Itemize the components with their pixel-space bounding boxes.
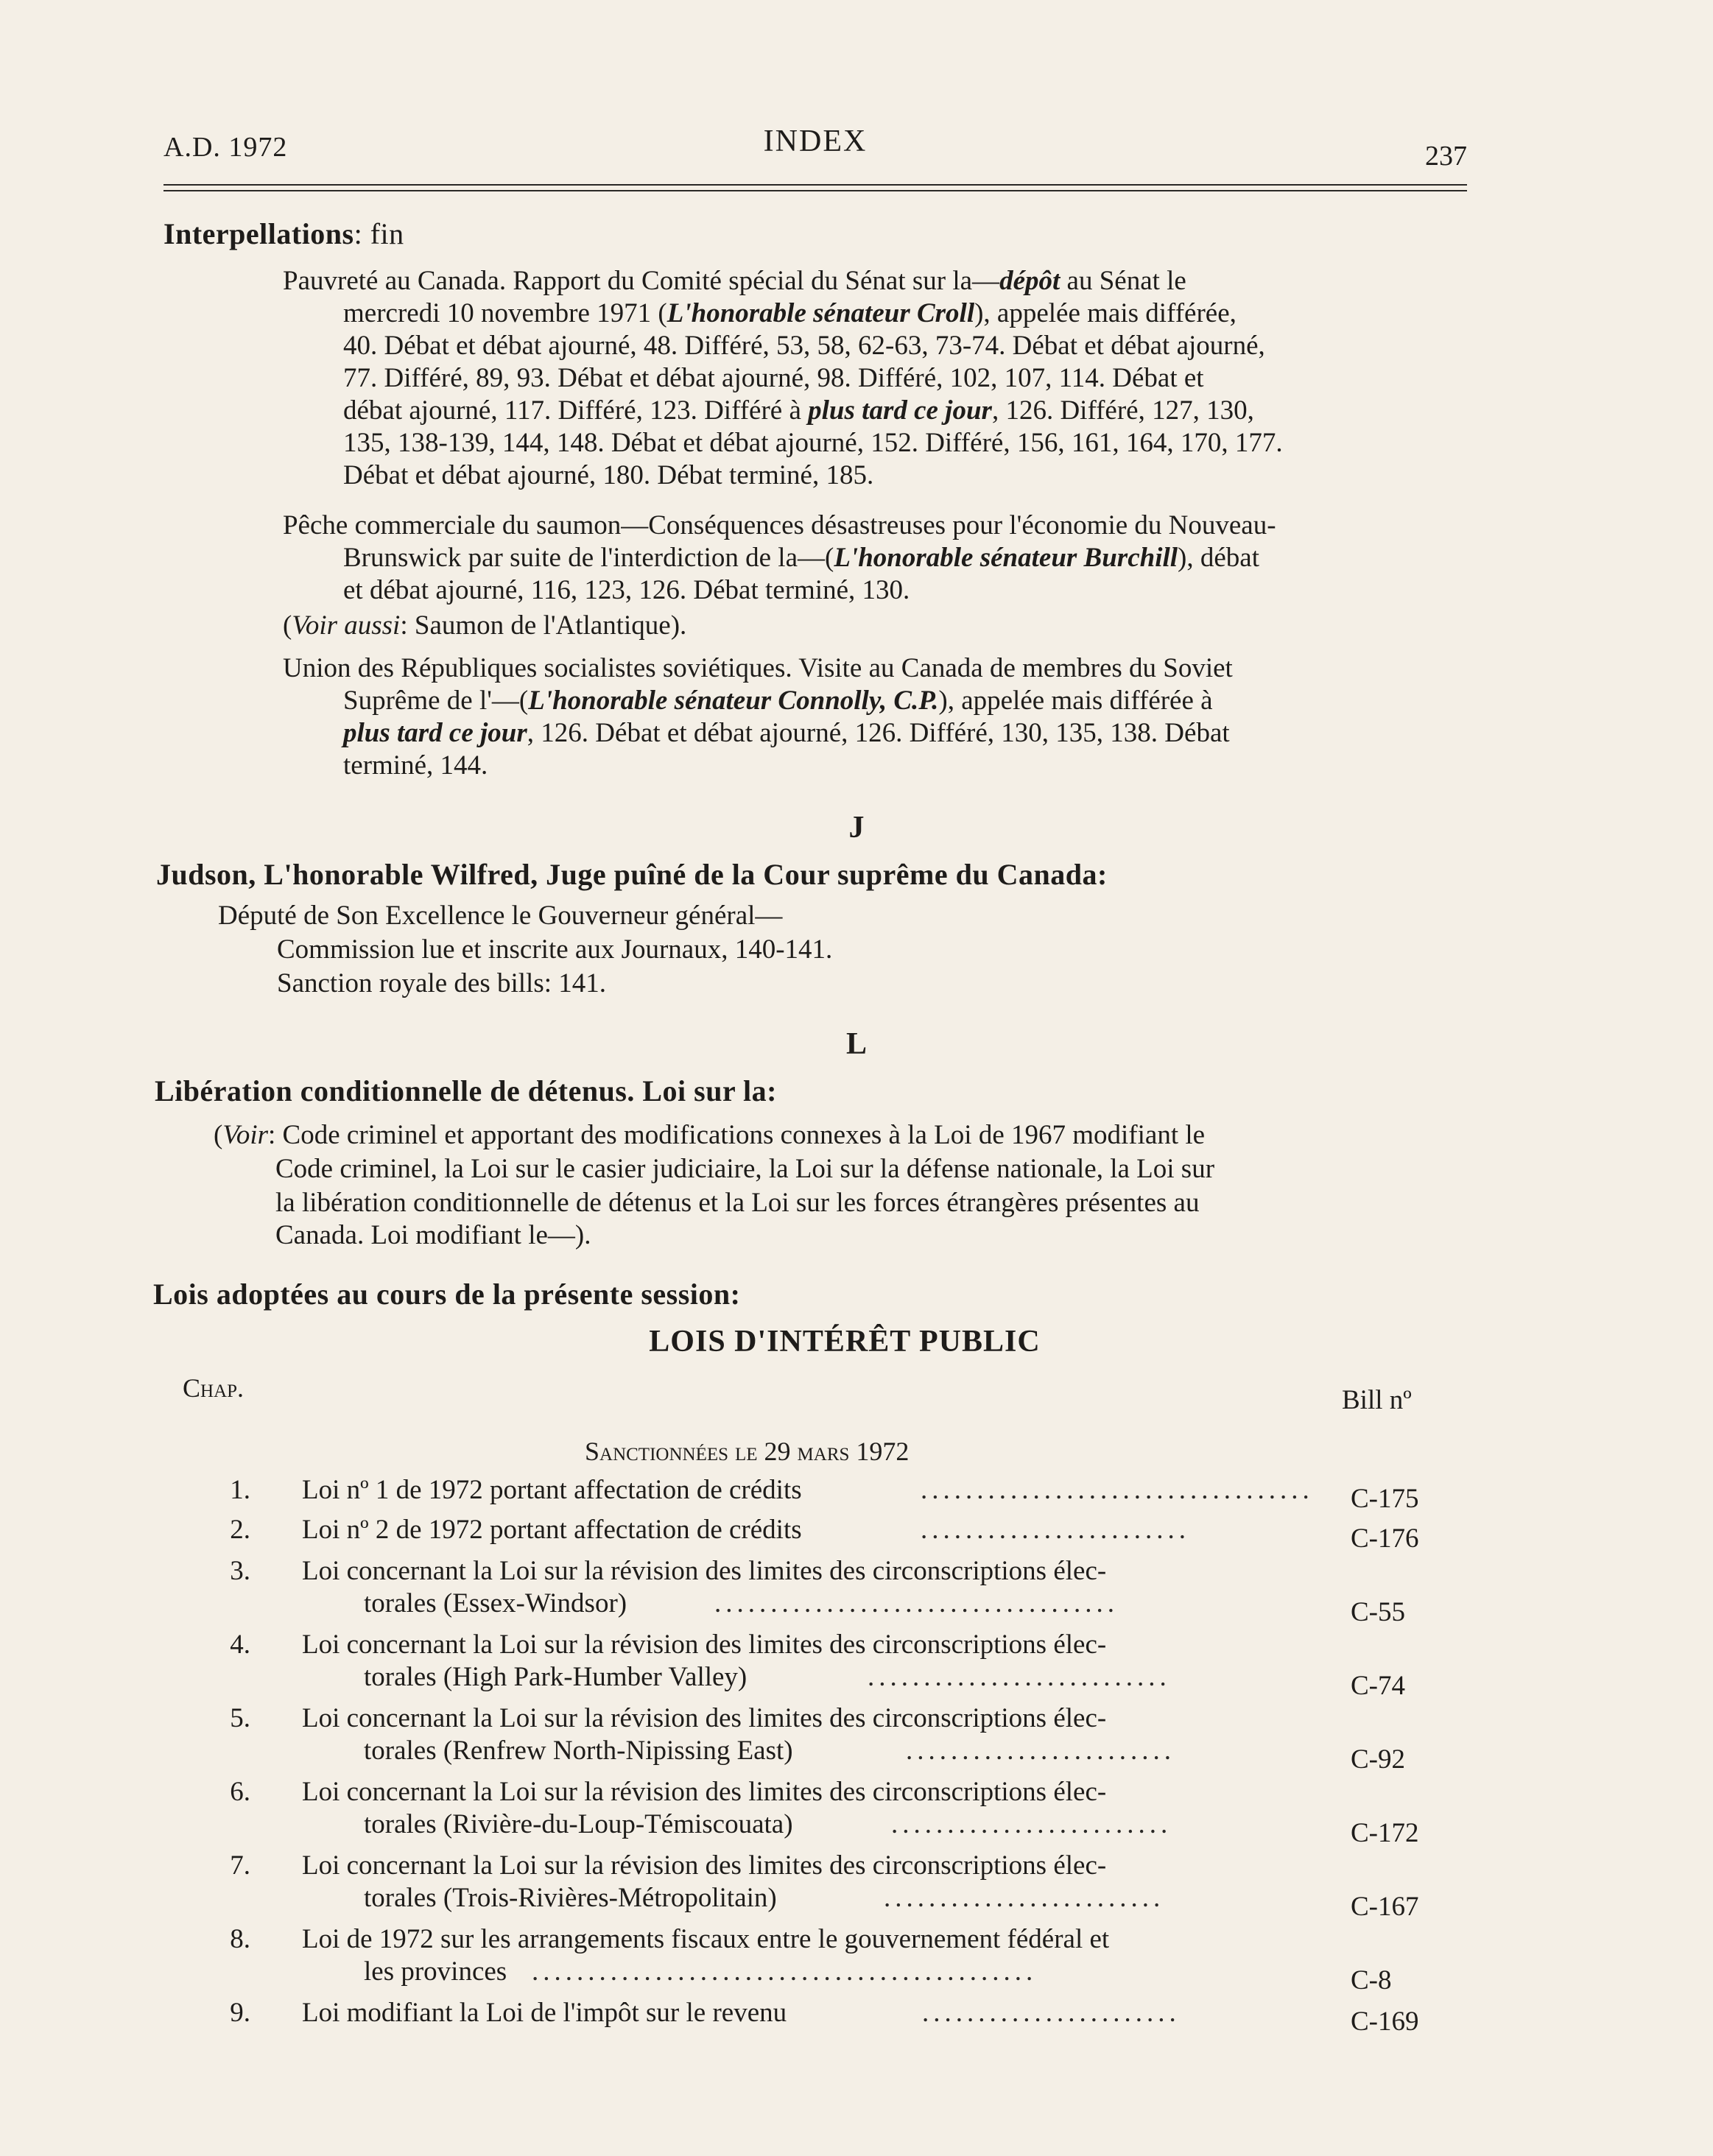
law-chapter: 1. [230, 1475, 250, 1505]
bill-column-label: Bill nº [1342, 1385, 1412, 1415]
union-line-2: Suprême de l'—(L'honorable sénateur Connolly, C.P.), appelée mais différée à [343, 686, 1213, 716]
law-title: Loi nº 2 de 1972 portant affectation de crédits [302, 1515, 802, 1545]
dot-leader: ................................... [921, 1475, 1314, 1505]
law-title-line-2: torales (Essex-Windsor) [364, 1588, 627, 1618]
dot-leader: ........................ [906, 1736, 1175, 1766]
judson-line-2: Commission lue et inscrite aux Journaux, 140-141. [277, 934, 833, 965]
law-title-line-1: Loi de 1972 sur les arrangements fiscaux entre le gouvernement fédéral et [302, 1924, 1110, 1954]
header-title: INDEX [763, 124, 868, 158]
law-chapter: 4. [230, 1630, 250, 1660]
dot-leader: ............................................. [532, 1956, 1038, 1987]
dot-leader: ........................... [868, 1662, 1171, 1692]
law-chapter: 6. [230, 1777, 250, 1807]
sanction-date-label: Sanctionnées le 29 mars 1972 [585, 1437, 910, 1466]
page-number: 237 [1425, 141, 1467, 172]
pauvrete-line-3: 40. Débat et débat ajourné, 48. Différé, 53, 58, 62-63, 73-74. Débat et débat ajourné, [343, 331, 1265, 361]
law-chapter: 5. [230, 1703, 250, 1733]
union-line-1: Union des Républiques socialistes soviétiques. Visite au Canada de membres du Soviet [283, 653, 1233, 683]
law-title-line-2: torales (Trois-Rivières-Métropolitain) [364, 1883, 777, 1913]
pauvrete-line-6: 135, 138-139, 144, 148. Débat et débat ajourné, 152. Différé, 156, 161, 164, 170, 177. [343, 428, 1283, 458]
running-header [163, 124, 1467, 175]
pauvrete-line-2: mercredi 10 novembre 1971 (L'honorable sénateur Croll), appelée mais différée, [343, 298, 1237, 328]
interpellations-heading: Interpellations: fin [163, 217, 404, 250]
liberation-line-3: la libération conditionnelle de détenus et la Loi sur les forces étrangères présentes au [275, 1188, 1200, 1218]
law-bill-number: C-169 [1351, 2007, 1419, 2037]
law-chapter: 3. [230, 1556, 250, 1586]
section-letter-j: J [848, 811, 865, 845]
header-year: A.D. 1972 [163, 132, 288, 163]
liberation-line-2: Code criminel, la Loi sur le casier judiciaire, la Loi sur la défense nationale, la Loi sur [275, 1154, 1215, 1184]
law-chapter: 2. [230, 1515, 250, 1545]
pauvrete-line-7: Débat et débat ajourné, 180. Débat terminé, 185. [343, 460, 874, 490]
law-title: Loi nº 1 de 1972 portant affectation de crédits [302, 1475, 802, 1505]
law-title-line-2: torales (Rivière-du-Loup-Témiscouata) [364, 1809, 793, 1839]
header-rule-top [163, 184, 1467, 186]
pauvrete-line-5: débat ajourné, 117. Différé, 123. Différé à plus tard ce jour, 126. Différé, 127, 130, [343, 395, 1254, 426]
law-bill-number: C-176 [1351, 1523, 1419, 1554]
dot-leader: .................................... [714, 1588, 1119, 1618]
judson-line-1: Député de Son Excellence le Gouverneur général— [218, 901, 783, 931]
section-letter-l: L [845, 1027, 867, 1061]
law-chapter: 8. [230, 1924, 250, 1954]
law-bill-number: C-175 [1351, 1484, 1419, 1514]
pauvrete-line-1: Pauvreté au Canada. Rapport du Comité spécial du Sénat sur la—dépôt au Sénat le [283, 266, 1186, 296]
law-bill-number: C-55 [1351, 1597, 1405, 1627]
law-bill-number: C-167 [1351, 1892, 1419, 1922]
law-title-line-2: torales (Renfrew North-Nipissing East) [364, 1736, 793, 1766]
law-title-line-1: Loi concernant la Loi sur la révision des limites des circonscriptions élec- [302, 1850, 1107, 1881]
liberation-heading: Libération conditionnelle de détenus. Loi sur la: [155, 1074, 777, 1107]
law-title-line-1: Loi concernant la Loi sur la révision des limites des circonscriptions élec- [302, 1556, 1107, 1586]
header-rule-bottom [163, 190, 1467, 191]
dot-leader: ......................... [891, 1809, 1172, 1839]
liberation-line-4: Canada. Loi modifiant le—). [275, 1220, 591, 1250]
union-line-3: plus tard ce jour, 126. Débat et débat ajourné, 126. Différé, 130, 135, 138. Débat [343, 718, 1230, 748]
law-title-line-1: Loi concernant la Loi sur la révision des limites des circonscriptions élec- [302, 1703, 1107, 1733]
liberation-line-1: (Voir: Code criminel et apportant des modifications connexes à la Loi de 1967 modifiant le [214, 1120, 1206, 1150]
law-title: Loi modifiant la Loi de l'impôt sur le revenu [302, 1998, 787, 2028]
dot-leader: ........................ [921, 1515, 1190, 1545]
law-title-line-2: les provinces [364, 1956, 507, 1987]
lois-heading: Lois adoptées au cours de la présente session: [153, 1278, 741, 1311]
judson-line-3: Sanction royale des bills: 141. [277, 968, 607, 998]
pauvrete-line-4: 77. Différé, 89, 93. Débat et débat ajourné, 98. Différé, 102, 107, 114. Débat et [343, 363, 1204, 393]
union-line-4: terminé, 144. [343, 750, 488, 781]
law-title-line-2: torales (High Park-Humber Valley) [364, 1662, 748, 1692]
peche-voir-aussi: (Voir aussi: Saumon de l'Atlantique). [283, 610, 687, 641]
dot-leader: ......................... [884, 1883, 1165, 1913]
peche-line-3: et débat ajourné, 116, 123, 126. Débat terminé, 130. [343, 575, 910, 605]
peche-line-1: Pêche commerciale du saumon—Conséquences désastreuses pour l'économie du Nouveau- [283, 510, 1276, 540]
law-title-line-1: Loi concernant la Loi sur la révision des limites des circonscriptions élec- [302, 1630, 1107, 1660]
peche-line-2: Brunswick par suite de l'interdiction de la—(L'honorable sénateur Burchill), débat [343, 543, 1259, 573]
law-bill-number: C-8 [1351, 1965, 1392, 1995]
law-chapter: 7. [230, 1850, 250, 1881]
law-chapter: 9. [230, 1998, 250, 2028]
law-bill-number: C-74 [1351, 1671, 1405, 1701]
lois-public-title: LOIS D'INTÉRÊT PUBLIC [649, 1325, 1041, 1359]
law-bill-number: C-92 [1351, 1744, 1405, 1775]
chap-column-label: Chap. [183, 1373, 245, 1403]
dot-leader: ....................... [922, 1998, 1181, 2028]
law-bill-number: C-172 [1351, 1818, 1419, 1848]
judson-heading: Judson, L'honorable Wilfred, Juge puîné de la Cour suprême du Canada: [156, 858, 1108, 891]
law-title-line-1: Loi concernant la Loi sur la révision des limites des circonscriptions élec- [302, 1777, 1107, 1807]
